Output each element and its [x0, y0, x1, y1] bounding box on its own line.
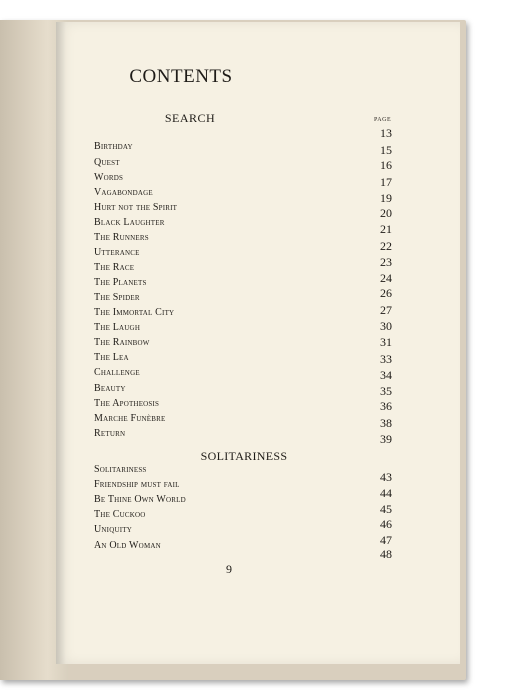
toc-page-number: 27	[380, 303, 392, 317]
toc-entry-title: Words	[94, 172, 124, 183]
toc-entry-title: Hurt not the Spirit	[94, 202, 178, 213]
toc-entry-title: The Rainbow	[94, 337, 150, 348]
toc-entry-title: Black Laughter	[94, 217, 165, 228]
section-title-solitariness: SOLITARINESS	[200, 449, 288, 463]
toc-page-number: 46	[380, 517, 392, 531]
toc-entry-title: The Apotheosis	[94, 398, 160, 409]
toc-page-number: 19	[380, 191, 392, 205]
toc-page-number: 31	[380, 335, 392, 349]
folio-page-number: 9	[226, 562, 232, 576]
toc-entry-title: Birthday	[94, 141, 133, 152]
section-title-search: SEARCH	[164, 111, 216, 125]
page-column-label: PAGE	[374, 117, 392, 123]
toc-page-number: 44	[380, 486, 392, 500]
toc-entry-title: Be Thine Own World	[94, 494, 186, 505]
toc-page-number: 35	[380, 384, 392, 398]
toc-page-number: 30	[380, 319, 392, 333]
toc-page-number: 45	[380, 502, 392, 516]
toc-entry-title: Utterance	[94, 247, 140, 258]
toc-entry-title: Friendship must fail	[94, 479, 180, 490]
toc-entry-title: Challenge	[94, 367, 140, 378]
toc-page-number: 24	[380, 271, 392, 285]
toc-entry-title: Vagabondage	[94, 187, 153, 198]
toc-page-number: 34	[380, 368, 392, 382]
toc-entry-title: The Lea	[94, 352, 129, 363]
toc-entry-title: An Old Woman	[94, 540, 161, 551]
toc-page-number: 48	[380, 547, 392, 561]
toc-entry-title: Solitariness	[94, 464, 147, 475]
toc-page-number: 17	[380, 175, 392, 189]
toc-entry-title: Beauty	[94, 383, 126, 394]
toc-page-number: 15	[380, 143, 392, 157]
toc-page-number: 20	[380, 206, 392, 220]
toc-entry-title: Uniquity	[94, 524, 132, 535]
toc-entry-title: The Planets	[94, 277, 147, 288]
toc-entry-title: The Immortal City	[94, 307, 175, 318]
toc-entry-title: The Cuckoo	[94, 509, 146, 520]
toc-page-number: 43	[380, 470, 392, 484]
toc-page-number: 36	[380, 399, 392, 413]
toc-entry-title: The Runners	[94, 232, 149, 243]
toc-entry-title: The Spider	[94, 292, 140, 303]
toc-page-number: 33	[380, 352, 392, 366]
toc-entry-title: Return	[94, 428, 126, 439]
toc-page-number: 39	[380, 432, 392, 446]
toc-entry-title: The Laugh	[94, 322, 141, 333]
toc-page-number: 13	[380, 126, 392, 140]
toc-page-number: 38	[380, 416, 392, 430]
toc-page-number: 21	[380, 222, 392, 236]
toc-page-number: 23	[380, 255, 392, 269]
toc-page-number: 16	[380, 158, 392, 172]
toc-entry-title: Marche Funèbre	[94, 413, 166, 424]
toc-entry-title: The Race	[94, 262, 135, 273]
toc-page-number: 22	[380, 239, 392, 253]
toc-entry-title: Quest	[94, 157, 120, 168]
toc-page-number: 26	[380, 286, 392, 300]
toc-page-number: 47	[380, 533, 392, 547]
contents-title: CONTENTS	[129, 66, 233, 87]
